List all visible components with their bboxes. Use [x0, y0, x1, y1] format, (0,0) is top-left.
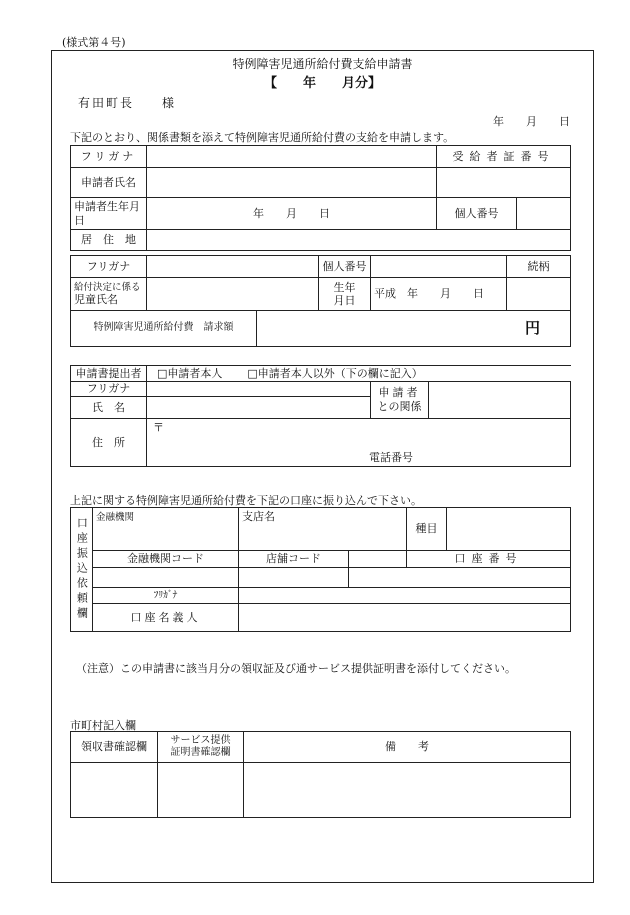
service-check-label-line1: サービス提供 [170, 735, 231, 746]
municipal-title: 市町村記入欄 [70, 719, 136, 732]
child-name-label-line1: 給付決定に係る [74, 281, 141, 293]
residence-label: 居 住 地 [71, 230, 147, 251]
branch-code-label: 店舗コード [239, 551, 349, 568]
submitter-furigana-label: フリガナ [71, 382, 147, 397]
municipal-table [70, 731, 571, 818]
applicant-id-field[interactable] [517, 198, 571, 230]
applicant-birth-label: 申請者生年月日 [71, 198, 147, 230]
intro-text: 下記のとおり、関係書類を添えて特例障害児通所給付費の支給を申請します。 [70, 131, 455, 144]
inst-code-field[interactable] [93, 568, 239, 588]
submitter-furigana-field[interactable] [147, 382, 371, 397]
child-name-label-line2: 児童氏名 [74, 293, 118, 307]
relation-label-line2: との関係 [377, 400, 422, 413]
applicant-name-field[interactable] [147, 168, 437, 198]
submitter-name-label: 氏 名 [71, 397, 147, 419]
applicant-name-label: 申請者氏名 [71, 168, 147, 198]
child-birth-label-line2: 月日 [333, 294, 356, 307]
remarks-field[interactable] [244, 763, 571, 818]
applicant-birth-field[interactable]: 年 月 日 [147, 198, 437, 230]
form-number: (様式第４号) [62, 36, 126, 49]
option-other-checkbox[interactable]: □申請者本人以外（下の欄に記入） [247, 366, 423, 380]
account-type-label: 種目 [407, 508, 447, 551]
addressee: 有田町長 様 [78, 96, 177, 110]
relation-label: 続柄 [507, 256, 571, 278]
child-id-field[interactable] [371, 256, 507, 278]
note-text: （注意）この申請書に該当月分の領収証及び通サービス提供証明書を添付してください。 [76, 662, 516, 675]
receipt-check-label: 領収書確認欄 [71, 732, 158, 763]
receipt-check-field[interactable] [71, 763, 158, 818]
residence-field[interactable] [147, 230, 571, 251]
submitter-relation-field[interactable] [429, 382, 571, 419]
service-check-field[interactable] [158, 763, 244, 818]
relation-field[interactable] [507, 278, 571, 311]
institution-field[interactable] [93, 508, 239, 551]
institution-label: 金融機関 [96, 512, 135, 523]
applicant-table [70, 145, 571, 251]
holder-label: 口座名義人 [93, 604, 239, 632]
form-period: 【 年 月分】 [263, 76, 381, 91]
bank-side-label: 口座振込依頼欄 [75, 517, 89, 622]
phone-label: 電話番号 [369, 451, 413, 465]
child-id-label: 個人番号 [319, 256, 371, 278]
holder-furigana-label: ﾌﾘｶﾞﾅ [93, 588, 239, 604]
claim-table [70, 310, 571, 347]
branch-field[interactable] [239, 508, 407, 551]
applicant-id-label: 個人番号 [437, 198, 517, 230]
submitter-table [70, 365, 571, 467]
branch-label: 支店名 [242, 510, 276, 523]
option-self-checkbox[interactable]: □申請者本人 [157, 366, 223, 380]
applicant-furigana-field[interactable] [147, 146, 437, 168]
holder-field[interactable] [239, 604, 571, 632]
child-table [70, 255, 571, 311]
cert-number-field[interactable] [437, 168, 571, 198]
child-name-field[interactable] [147, 278, 319, 311]
child-furigana-label: フリガナ [71, 256, 147, 278]
bank-instruction: 上記に関する特例障害児通所給付費を下記の口座に振り込んで下さい。 [70, 494, 422, 507]
postal-mark: 〒 [153, 421, 164, 434]
claim-label: 特例障害児通所給付費 請求額 [71, 311, 257, 347]
holder-furigana-field[interactable] [239, 588, 571, 604]
submitter-address-label: 住 所 [71, 419, 147, 467]
application-date: 年 月 日 [493, 115, 570, 128]
submitter-address-field[interactable] [147, 419, 571, 467]
submitter-label: 申請書提出者 [71, 366, 147, 382]
account-number-label: 口座番号 [407, 551, 571, 568]
cert-number-label: 受給者証番号 [437, 146, 571, 168]
child-birth-field[interactable]: 平成 年 月 日 [371, 278, 507, 311]
inst-code-label: 金融機関コード [93, 551, 239, 568]
yen-unit: 円 [524, 319, 540, 338]
service-check-label-line2: 証明書確認欄 [170, 747, 231, 758]
account-number-field[interactable] [349, 568, 571, 588]
branch-code-field[interactable] [239, 568, 349, 588]
relation-label-line1: 申請者 [378, 385, 421, 399]
form-title: 特例障害児通所給付費支給申請書 [232, 57, 413, 71]
account-type-field[interactable] [447, 508, 571, 551]
child-birth-label-line1: 生年 [333, 280, 356, 294]
bank-table [70, 507, 571, 632]
remarks-label: 備 考 [244, 732, 571, 763]
submitter-name-field[interactable] [147, 397, 371, 419]
applicant-furigana-label: フリガナ [71, 146, 147, 168]
child-furigana-field[interactable] [147, 256, 319, 278]
